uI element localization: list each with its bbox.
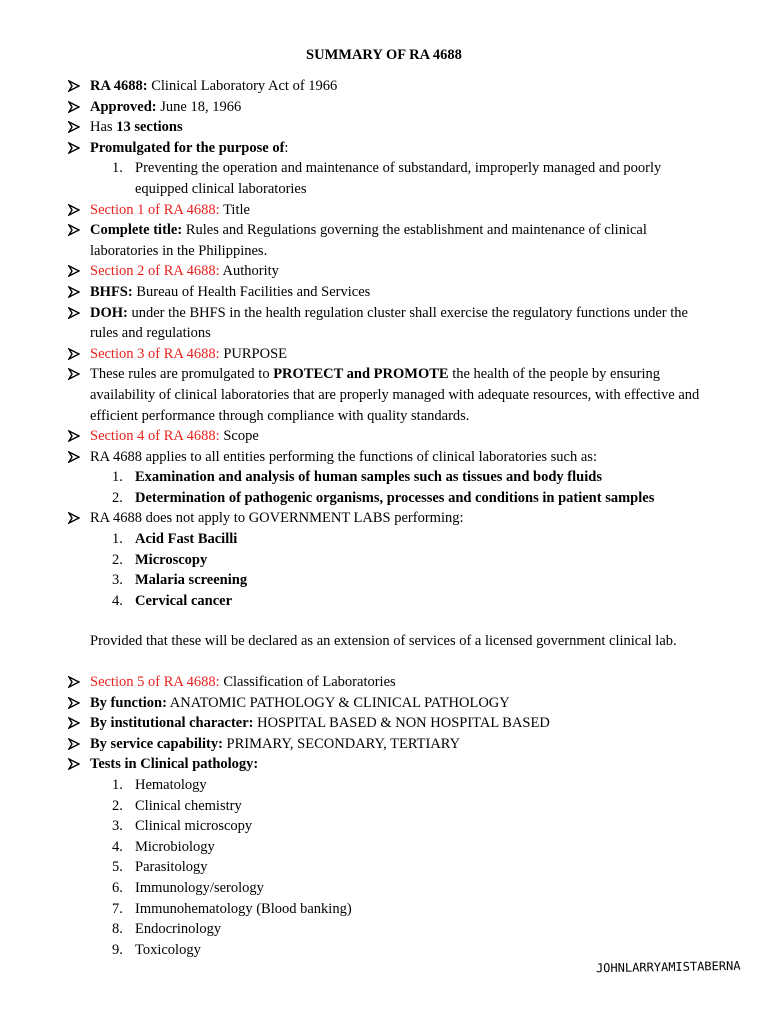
item-number: 2. [112,489,123,506]
bold-label: DOH: [90,304,128,321]
text-span: Bureau of Health Facilities and Services [132,283,371,300]
bold-label: Promulgated for the purpose of [90,139,285,156]
item-number: 8. [112,921,123,938]
arrow-bullet-icon [68,697,80,709]
item-number: 1. [112,160,123,177]
text-span: Scope [219,428,259,445]
item-number: 1. [112,469,123,486]
bold-label: Complete title: [90,222,183,239]
bullet-item [68,713,718,734]
numbered-item [68,591,718,612]
text-span: RA 4688 applies to all entities performing the functions of clinical laboratories such as: [90,448,597,465]
bold-label: By institutional character: [90,715,254,732]
text-span: 13 sections [116,119,183,136]
text-span: Clinical Laboratory Act of 1966 [147,78,338,94]
arrow-bullet-icon [68,368,80,380]
text-span: : [284,139,289,156]
arrow-bullet-icon [68,738,80,750]
text-span: Parasitology [135,859,208,876]
numbered-item [68,775,718,796]
text-span: Classification of Laboratories [219,674,396,691]
numbered-item [68,158,718,199]
numbered-item [68,570,718,591]
text-span: Determination of pathogenic organisms, processes and conditions in patient samples [135,489,655,506]
text-span: ANATOMIC PATHOLOGY & CLINICAL PATHOLOGY [166,694,510,711]
bullet-item [68,138,718,159]
numbered-item [68,878,718,899]
text-span: Hematology [135,777,207,793]
item-number: 9. [112,941,123,958]
arrow-bullet-icon [68,512,80,524]
numbered-item [68,940,718,961]
page-title: SUMMARY OF RA 4688 [306,47,462,63]
text-span: Cervical cancer [135,592,233,609]
arrow-bullet-icon [68,717,80,729]
summary-content [68,76,718,960]
text-span: PURPOSE [219,345,287,362]
bold-label: RA 4688: [90,78,148,94]
text-span: PROTECT and PROMOTE [273,366,449,383]
bold-label: By service capability: [90,735,223,752]
bullet-item [68,734,718,755]
arrow-bullet-icon [68,307,80,319]
text-span: Microscopy [135,551,208,568]
text-span: PRIMARY, SECONDARY, TERTIARY [222,735,461,752]
numbered-item [68,488,718,509]
item-number: 7. [112,900,123,917]
bold-label: BHFS: [90,283,133,300]
note-paragraph [68,631,718,652]
text-span: Malaria screening [135,572,248,589]
signature: JOHNLARRYAMISTABERNA [595,958,741,976]
arrow-bullet-icon [68,286,80,298]
bullet-item [68,508,718,529]
bullet-item [68,672,718,693]
text-span: Provided that these will be declared as an extension of services of a licensed government clinical lab. [90,633,677,650]
numbered-item [68,796,718,817]
arrow-bullet-icon [68,430,80,442]
text-span: Clinical microscopy [135,818,253,835]
arrow-bullet-icon [68,204,80,216]
text-span: Toxicology [135,941,201,958]
item-number: 6. [112,879,123,896]
bullet-item [68,282,718,303]
section-heading: Section 1 of RA 4688: [90,201,220,218]
text-span: June 18, 1966 [156,98,242,115]
section-heading: Section 2 of RA 4688: [90,263,220,280]
arrow-bullet-icon [68,142,80,154]
bullet-item [68,117,718,138]
bold-label: Tests in Clinical pathology: [90,756,259,773]
bullet-item [68,344,718,365]
bullet-item [68,426,718,447]
item-number: 1. [112,777,123,793]
item-number: 2. [112,797,123,814]
bullet-item [68,220,718,261]
arrow-bullet-icon [68,224,80,236]
item-number: 3. [112,818,123,835]
text-span: Rules and Regulations governing the establishment and maintenance of clinical laboratories in the Philippines. [90,222,647,259]
text-span: Clinical chemistry [135,797,242,814]
item-number: 5. [112,859,123,876]
text-span: Endocrinology [135,921,222,938]
arrow-bullet-icon [68,676,80,688]
item-number: 1. [112,531,123,548]
numbered-item [68,899,718,920]
item-number: 4. [112,838,123,855]
item-number: 2. [112,551,123,568]
numbered-item [68,529,718,550]
bullet-item [68,303,718,344]
arrow-bullet-icon [68,451,80,463]
bold-label: By function: [90,694,167,711]
text-span: Title [219,201,250,218]
arrow-bullet-icon [68,101,80,113]
numbered-item [68,816,718,837]
arrow-bullet-icon [68,265,80,277]
numbered-item [68,919,718,940]
text-span: Authority [219,263,279,280]
arrow-bullet-icon [68,80,80,92]
text-span: Preventing the operation and maintenance of substandard, improperly managed and poorly equipped clinical laboratories [135,160,662,197]
text-span: RA 4688 does not apply to GOVERNMENT LABS performing: [90,510,464,527]
arrow-bullet-icon [68,758,80,770]
text-span: HOSPITAL BASED & NON HOSPITAL BASED [253,715,550,732]
section-heading: Section 5 of RA 4688: [90,674,220,691]
bullet-item [68,447,718,468]
bullet-item [68,261,718,282]
arrow-bullet-icon [68,121,80,133]
bold-label: Approved: [90,98,157,115]
bullet-item [68,97,718,118]
numbered-item [68,550,718,571]
section-heading: Section 3 of RA 4688: [90,345,220,362]
text-span: Immunology/serology [135,879,264,896]
text-span: Acid Fast Bacilli [135,531,238,548]
text-span: Immunohematology (Blood banking) [135,900,352,917]
text-span: Examination and analysis of human samples such as tissues and body fluids [135,469,602,486]
bullet-item [68,754,718,775]
text-span: the health of the people by ensuring availability of clinical laboratories that are properly managed with adequate resources, with effective and efficient performance through compliance with quality standards. [90,366,700,424]
text-span: under the BHFS in the health regulation cluster shall exercise the regulatory functions under the rules and regulations [90,304,688,342]
arrow-bullet-icon [68,348,80,360]
bullet-item [68,693,718,714]
section-heading: Section 4 of RA 4688: [90,428,220,445]
bullet-item [68,76,718,97]
numbered-item [68,857,718,878]
text-span: These rules are promulgated to [90,366,274,383]
text-span: Microbiology [135,838,215,855]
item-number: 3. [112,572,123,589]
bullet-item [68,200,718,221]
bullet-item [68,364,718,426]
numbered-item [68,467,718,488]
item-number: 4. [112,592,123,609]
text-span: Has [90,119,117,136]
numbered-item [68,837,718,858]
